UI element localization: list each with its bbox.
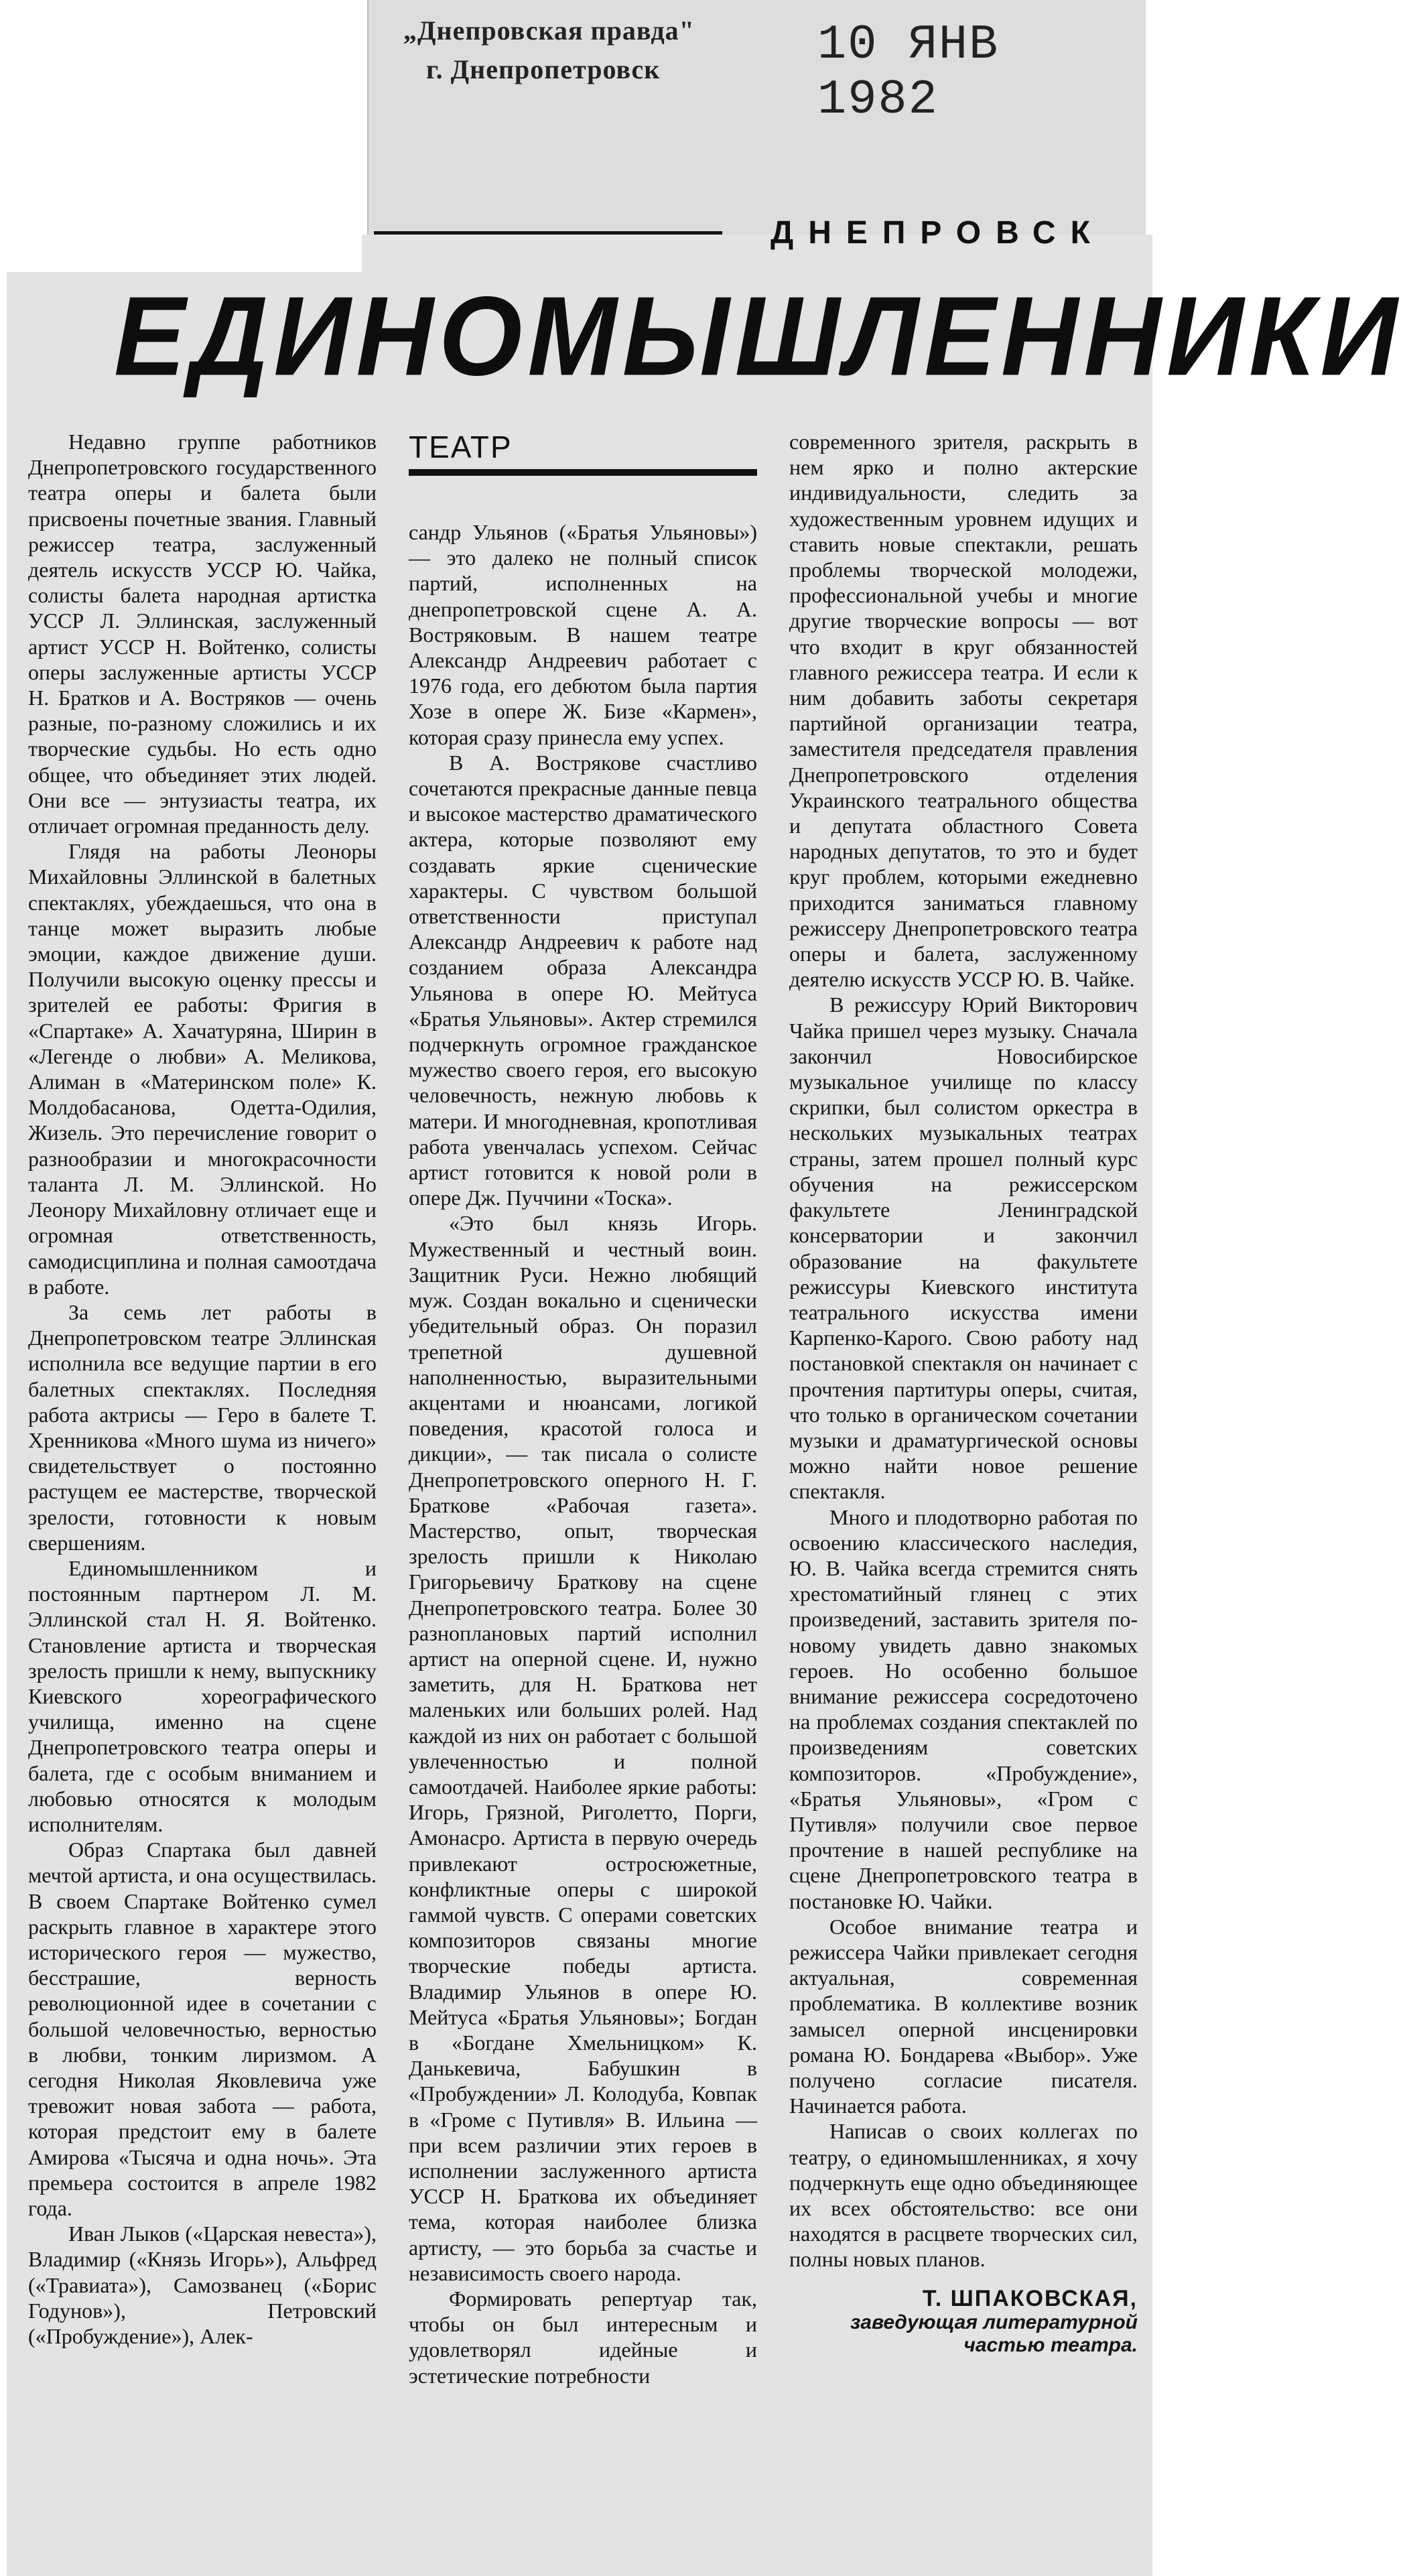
paragraph: За семь лет работы в Днепропетровском театре Эллинская исполнила все ведущие партии в его балетных спектаклях. Последняя работа актрисы — Геро в балете Т. Хренникова «Много шума из ничего» свидетельствует о постоянно растущем ее мастерстве, творческой зрелости, готовности к новым свершениям.: [28, 1299, 377, 1555]
author-name: Т. ШПАКОВСКАЯ,: [922, 2285, 1138, 2311]
article-column-2: [409, 519, 757, 2388]
paragraph: В режиссуру Юрий Викторович Чайка пришел через музыку. Сначала закончил Новосибирское музыкальное училище по классу скрипки, был солистом оркестра в нескольких музыкальных театрах страны, затем прошел полный курс обучения на режиссерском факультете Ленинградской консерватории и закончил образование на факультете режиссуры Киевского института театрального искусства имени Карпенко-Карого. Свою работу над постановкой спектакля он начинает с прочтения партитуры оперы, считая, что только в органическом сочетании музыки и драматургической основы можно найти новое решение спектакля.: [789, 992, 1138, 1504]
archive-stamp: [367, 0, 1146, 235]
paragraph: Иван Лыков («Царская невеста»), Владимир («Князь Игорь»), Альфред («Травиата»), Самозванец («Борис Годунов»), Петровский («Пробуждение»), Алек-: [28, 2221, 377, 2349]
paragraph: В А. Вострякове счастливо сочетаются прекрасные данные певца и высокое мастерство драматического актера, которые позволяют ему создавать яркие сценические характеры. С чувством большой ответственности приступал Александр Андреевич к работе над созданием образа Александра Ульянова в опере Ю. Мейтуса «Братья Ульяновы». Актер стремился подчеркнуть огромное гражданское мужество своего героя, его высокую человечность, нежную любовь к матери. И многодневная, кропотливая работа увенчалась успехом. Сейчас артист готовится к новой роли в опере Дж. Пуччини «Тоска».: [409, 750, 757, 1210]
article-title: ЕДИНОМЫШЛЕННИКИ: [114, 273, 1403, 399]
paragraph: Глядя на работы Леоноры Михайловны Эллинской в балетных спектаклях, убеждаешься, что она в танце может выразить любые эмоции, каждое движение души. Получили высокую оценку прессы и зрителей ее работы: Фригия в «Спартаке» А. Хачатуряна, Ширин в «Легенде о любви» А. Меликова, Алиман в «Материнском поле» К. Молдобасанова, Одетта-Одилия, Жизель. Это перечисление говорит о разнообразии и многокрасочности таланта Л. М. Эллинской. Но Леонору Михайловну отличает еще и огромная ответственность, самодисциплина и полная самоотдача в работе.: [28, 839, 377, 1299]
stamp-date: 10 ЯНВ 1982: [817, 17, 1000, 127]
paragraph: Формировать репертуар так, чтобы он был интересным и удовлетворял идейные и эстетические потребности: [409, 2287, 757, 2388]
paragraph: Образ Спартака был давней мечтой артиста, и она осуществилась. В своем Спартаке Войтенко сумел раскрыть главное в характере этого исторического героя — мужество, бесстрашие, верность революционной идее в сочетании с большой человечностью, верностью в любви, тонким лиризмом. А сегодня Николая Яковлевича уже тревожит новая забота — работа, которая предстоит ему в балете Амирова «Тысяча и одна ночь». Эта премьера состоится в апреле 1982 года.: [28, 1838, 377, 2221]
article-column-3: [789, 429, 1138, 2357]
stamp-newspaper-name: „Днепровская правда": [403, 15, 695, 46]
author-role: заведующая литературной частью театра.: [850, 2311, 1138, 2356]
paragraph: Единомышленником и постоянным партнером Л. М. Эллинской стал Н. Я. Войтенко. Становление артиста и творческая зрелость пришли к нему, выпускнику Киевского хореографического училища, именно на сцене Днепропетровского театра оперы и балета, где с особым вниманием и любовью относятся к молодым исполнителям.: [28, 1555, 377, 1836]
rubric-label: ТЕАТР: [409, 430, 513, 464]
article-column-1: [28, 429, 377, 2349]
rubric-rule: [409, 469, 757, 476]
section-header: ДНЕПРОВСК: [771, 215, 1105, 251]
paragraph: современного зрителя, раскрыть в нем ярко и полно актерские индивидуальности, следить за художественным уровнем идущих и ставить новые спектакли, решать проблемы творческой молодежи, профессиональной учебы и многие другие творческие вопросы — вот что входит в круг обязанностей главного режиссера театра. И если к ним добавить заботы секретаря партийной организации театра, заместителя председателя правления Днепропетровского отделения Украинского театрального общества и депутата областного Совета народных депутатов, то это и будет круг проблем, которыми ежедневно приходится заниматься главному режиссеру Днепропетровского театра оперы и балета, заслуженному деятелю искусств УССР Ю. В. Чайке.: [789, 430, 1138, 992]
paragraph: Много и плодотворно работая по освоению классического наследия, Ю. В. Чайка всегда стремится снять хрестоматийный глянец с этих произведений, заставить зрителя по-новому увидеть давно знакомых героев. Но особенно большое внимание режиссера сосредоточено на проблемах создания спектаклей по произведениям советских композиторов. «Пробуждение», «Братья Ульяновы», «Гром с Путивля» получили свое первое прочтение в нашей республике на сцене Днепропетровского театра в постановке Ю. Чайки.: [789, 1504, 1138, 1913]
stamp-city: г. Днепропетровск: [426, 54, 661, 84]
author-signature: [789, 2286, 1138, 2357]
paragraph: Написав о своих коллегах по театру, о единомышленниках, я хочу подчеркнуть еще одно объединяющее их всех обстоятельство: все они находятся в расцвете творческих сил, полны новых планов.: [789, 2119, 1138, 2272]
paragraph: «Это был князь Игорь. Мужественный и честный воин. Защитник Руси. Нежно любящий муж. Создан вокально и сценически убедительный образ. Он поразил трепетной душевной наполненностью, выразительными акцентами и нюансами, логикой поведения, красотой голоса и дикции», — так писала о солисте Днепропетровского оперного Н. Г. Браткове «Рабочая газета». Мастерство, опыт, творческая зрелость пришли к Николаю Григорьевичу Браткову на сцене Днепропетровского театра. Более 30 разноплановых партий исполнил артист на оперной сцене. И, нужно заметить, для Н. Браткова нет маленьких или больших ролей. Над каждой из них он работает с большой увлеченностью и полной самоотдачей. Наиболее яркие работы: Игорь, Грязной, Риголетто, Порги, Амонасро. Артиста в первую очередь привлекают остросюжетные, конфликтные оперы с широкой гаммой чувств. С операми советских композиторов связаны многие творческие победы артиста. Владимир Ульянов в опере Ю. Мейтуса «Братья Ульяновы»; Богдан в «Богдане Хмельницком» К. Данькевича, Бабушкин в «Пробуждении» Л. Колодуба, Ковпак в «Громе с Путивля» В. Ильина — при всем различии этих героев в исполнении заслуженного артиста УССР Н. Браткова их объединяет тема, которая наиболее близка артисту, — это борьба за счастье и независимость своего народа.: [409, 1211, 757, 2285]
paragraph: Недавно группе работников Днепропетровского государственного театра оперы и балета были присвоены почетные звания. Главный режиссер театра, заслуженный деятель искусств УССР Ю. Чайка, солисты балета народная артистка УССР Л. Эллинская, заслуженный артист УССР Н. Войтенко, солисты оперы заслуженные артисты УССР Н. Братков и А. Востряков — очень разные, по-разному сложились и их творческие судьбы. Но есть одно общее, что объединяет этих людей. Они все — энтузиасты театра, их отличает огромная преданность делу.: [28, 430, 377, 838]
paragraph: сандр Ульянов («Братья Ульяновы») — это далеко не полный список партий, исполненных на днепропетровской сцене А. А. Востряковым. В нашем театре Александр Андреевич работает с 1976 года, его дебютом была партия Хозе в опере Ж. Бизе «Кармен», которая сразу принесла ему успех.: [409, 520, 757, 749]
paragraph: Особое внимание театра и режиссера Чайки привлекает сегодня актуальная, современная проблематика. В коллективе возник замысел оперной инсценировки романа Ю. Бондарева «Выбор». Уже получено согласие писателя. Начинается работа.: [789, 1914, 1138, 2118]
